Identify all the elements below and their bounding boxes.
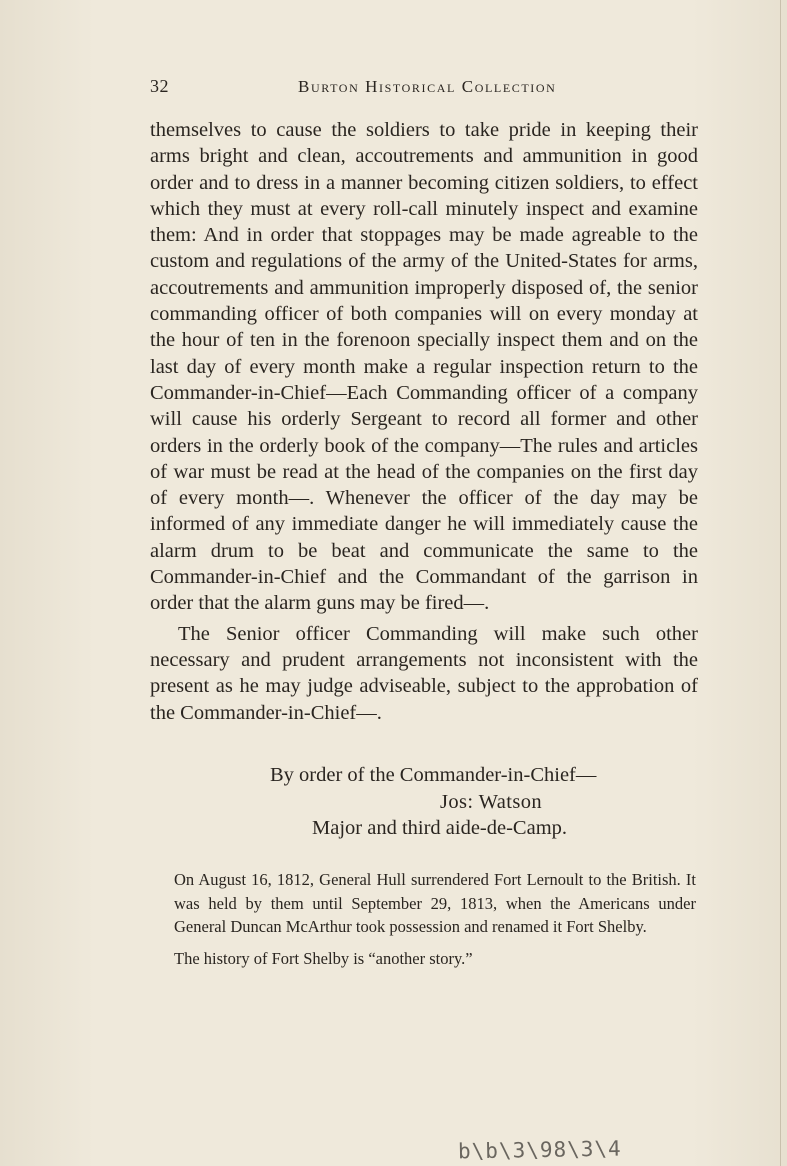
body-paragraph-2: The Senior officer Commanding will make such other necessary and prudent arrangements not inconsistent with the present as he may judge adviseable, subject to the approbation of the Commander-in-Chief—. — [150, 622, 698, 724]
signature-block — [150, 762, 698, 842]
editorial-note — [174, 868, 696, 970]
body-paragraph-1: themselves to cause the soldiers to take pride in keeping their arms bright and clean, accoutrements and ammunition in good order and to dress in a manner becoming citizen soldiers, to effect which they must at every roll-call minutely inspect and examine them: And in order that stoppages may be made agreable to the custom and regulations of the army of the United-States for arms, accoutrements and ammunition improperly disposed of, the senior commanding officer of both companies will on every monday at the hour of ten in the forenoon specially inspect them and on the last day of every month make a regular inspection return to the Commander-in-Chief—Each Commanding officer of a company will cause his orderly Sergeant to record all former and other orders in the orderly book of the company—The rules and articles of war must be read at the head of the companies on the first day of every month—. Whenever the officer of the day may be informed of any immediate danger he will immediately cause the alarm drum to be beat and communicate the same to the Commander-in-Chief and the Commandant of the garrison in order that the alarm guns may be fired—. — [150, 119, 698, 615]
note-paragraph-1: On August 16, 1812, General Hull surrendered Fort Lernoult to the British. It was held by them until September 29, 1813, when the Americans under General Duncan McArthur took possession and renamed it Fort Shelby. — [174, 870, 696, 936]
handwritten-catalog-number: b\b\3\98\3\4 — [457, 1136, 622, 1164]
note-paragraph-2: The history of Fort Shelby is “another story.” — [174, 948, 473, 968]
signature-order-line: By order of the Commander-in-Chief— — [270, 764, 597, 786]
signature-title: Major and third aide-de-Camp. — [312, 817, 568, 839]
page-edge — [780, 0, 787, 1166]
main-text — [150, 117, 698, 726]
signature-name: Jos: Watson — [440, 790, 543, 813]
page-number: 32 — [150, 76, 169, 96]
page-header — [150, 76, 710, 100]
running-title: Burton Historical Collection — [298, 77, 557, 96]
